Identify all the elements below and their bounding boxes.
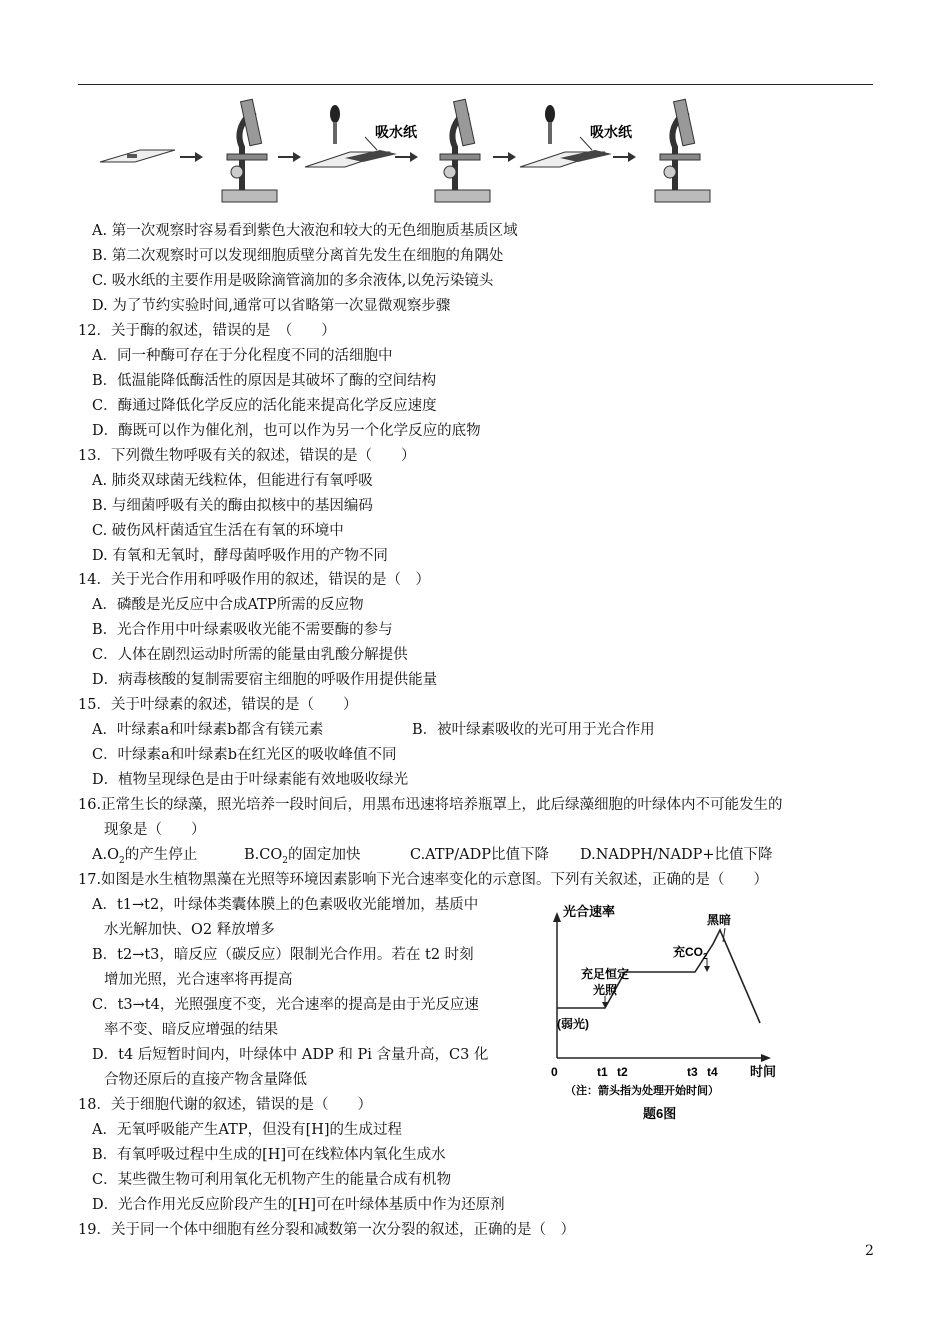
q11-option-d: D. 为了节约实验时间,通常可以省略第一次显微观察步骤 bbox=[92, 298, 451, 314]
absorbent-paper-label: 吸水纸 bbox=[590, 124, 632, 140]
slide-icon bbox=[100, 150, 175, 162]
microscope-icon bbox=[222, 99, 277, 202]
q15-option-b: B．被叶绿素吸收的光可用于光合作用 bbox=[412, 722, 655, 738]
q18-stem: 18．关于细胞代谢的叙述，错误的是（ ） bbox=[78, 1097, 372, 1113]
q19-stem: 19．关于同一个体中细胞有丝分裂和减数第一次分裂的叙述，正确的是（ ） bbox=[78, 1222, 575, 1238]
arrow-icon bbox=[278, 152, 301, 162]
q17-option-c-line2: 率不变、暗反应增强的结果 bbox=[104, 1022, 278, 1038]
microscope-icon bbox=[435, 99, 490, 202]
dark-label: 黑暗 bbox=[707, 913, 732, 927]
x-axis-arrow-icon bbox=[761, 1054, 771, 1062]
q16-option-b: $B.CO_2$的固定加快 bbox=[244, 847, 361, 866]
q12-option-d: D．酶既可以作为催化剂，也可以作为另一个化学反应的底物 bbox=[92, 423, 481, 439]
q17-option-b-line2: 增加光照，光合速率将再提高 bbox=[104, 972, 293, 988]
y-axis-arrow-icon bbox=[553, 912, 561, 922]
microscope-icon bbox=[655, 99, 710, 202]
q12-option-a: A．同一种酶可存在于分化程度不同的活细胞中 bbox=[92, 348, 393, 364]
q14-option-b: B．光合作用中叶绿素吸收光能不需要酶的参与 bbox=[92, 622, 393, 638]
q13-option-c: C. 破伤风杆菌适宜生活在有氧的环境中 bbox=[92, 523, 344, 539]
weak-light-label: (弱光) bbox=[557, 1017, 589, 1031]
tick-t3: t3 bbox=[687, 1065, 698, 1079]
q16-stem-line2: 现象是（ ） bbox=[104, 822, 206, 838]
x-axis-label: 时间 bbox=[750, 1064, 777, 1079]
q17-option-b-line1: B．t2→t3，暗反应（碳反应）限制光合作用。若在 t2 时刻 bbox=[92, 947, 474, 963]
photosynthesis-rate-graph bbox=[545, 898, 780, 1126]
q17-option-a-line2: 水光解加快、O2 释放增多 bbox=[104, 922, 275, 938]
q11-option-c: C. 吸水纸的主要作用是吸除滴管滴加的多余液体,以免污染镜头 bbox=[92, 273, 494, 289]
q11-option-b: B. 第二次观察时可以发现细胞质壁分离首先发生在细胞的角隅处 bbox=[92, 248, 504, 264]
q14-option-a: A．磷酸是光反应中合成ATP所需的反应物 bbox=[92, 597, 364, 613]
q16-option-c: C.ATP/ADP比值下降 bbox=[410, 847, 550, 863]
q15-option-d: D．植物呈现绿色是由于叶绿素能有效地吸收绿光 bbox=[92, 772, 409, 788]
q16-option-d: D.NADPH/NADP+比值下降 bbox=[580, 847, 773, 863]
q14-option-c: C．人体在剧烈运动时所需的能量由乳酸分解提供 bbox=[92, 647, 408, 663]
q15-stem: 15．关于叶绿素的叙述，错误的是（ ） bbox=[78, 697, 358, 713]
arrow-co2-icon bbox=[704, 966, 710, 972]
q16-stem-line1: 16.正常生长的绿藻，照光培养一段时间后，用黑布迅速将培养瓶罩上，此后绿藻细胞的叶绿体内不可能发生的 bbox=[78, 797, 783, 813]
constant-light-label-1: 充足恒定 bbox=[581, 967, 630, 981]
q15-option-c: C．叶绿素a和叶绿素b在红光区的吸收峰值不同 bbox=[92, 747, 397, 763]
constant-light-label-2: 光照 bbox=[593, 983, 618, 997]
q14-option-d: D．病毒核酸的复制需要宿主细胞的呼吸作用提供能量 bbox=[92, 672, 438, 688]
q13-option-d: D. 有氧和无氧时，酵母菌呼吸作用的产物不同 bbox=[92, 548, 388, 564]
q18-option-a: A．无氧呼吸能产生ATP，但没有[H]的生成过程 bbox=[92, 1122, 403, 1138]
q17-stem: 17.如图是水生植物黑藻在光照等环境因素影响下光合速率变化的示意图。下列有关叙述，正确的是（ ） bbox=[78, 872, 769, 888]
experiment-figure bbox=[95, 92, 795, 210]
q11-option-a: A. 第一次观察时容易看到紫色大液泡和较大的无色细胞质基质区域 bbox=[92, 223, 518, 239]
tick-t2: t2 bbox=[617, 1065, 628, 1079]
graph-note: （注：箭头指为处理开始时间） bbox=[565, 1085, 719, 1097]
q13-option-a: A. 肺炎双球菌无线粒体，但能进行有氧呼吸 bbox=[92, 473, 373, 489]
q12-stem: 12．关于酶的叙述，错误的是 （ ） bbox=[78, 323, 336, 339]
q12-option-c: C．酶通过降低化学反应的活化能来提高化学反应速度 bbox=[92, 398, 437, 414]
arrow-icon bbox=[180, 152, 203, 162]
q17-option-a-line1: A．t1→t2，叶绿体类囊体膜上的色素吸收光能增加，基质中 bbox=[92, 897, 479, 913]
q18-option-d: D．光合作用光反应阶段产生的[H]可在叶绿体基质中作为还原剂 bbox=[92, 1197, 505, 1213]
y-axis-label: 光合速率 bbox=[563, 904, 616, 919]
header-rule bbox=[78, 84, 873, 85]
q17-option-d-line2: 合物还原后的直接产物含量降低 bbox=[104, 1072, 307, 1088]
origin-label: 0 bbox=[551, 1065, 558, 1079]
q15-option-a: A．叶绿素a和叶绿素b都含有镁元素 bbox=[92, 722, 324, 738]
q17-option-d-line1: D．t4 后短暂时间内，叶绿体中 ADP 和 Pi 含量升高，C3 化 bbox=[92, 1047, 489, 1063]
q13-option-b: B. 与细菌呼吸有关的酶由拟核中的基因编码 bbox=[92, 498, 373, 514]
tick-t4: t4 bbox=[707, 1065, 718, 1079]
q18-option-c: C．某些微生物可利用氧化无机物产生的能量合成有机物 bbox=[92, 1172, 452, 1188]
q14-stem: 14．关于光合作用和呼吸作用的叙述，错误的是（ ） bbox=[78, 572, 430, 588]
q17-option-c-line1: C．t3→t4，光照强度不变，光合速率的提高是由于光反应速 bbox=[92, 997, 479, 1013]
arrow-icon bbox=[613, 152, 636, 162]
arrow-icon bbox=[395, 152, 418, 162]
page-number: 2 bbox=[865, 1243, 874, 1259]
graph-caption: 题6图 bbox=[643, 1106, 677, 1121]
absorbent-paper-label: 吸水纸 bbox=[375, 124, 417, 140]
tick-t1: t1 bbox=[597, 1065, 608, 1079]
q18-option-b: B．有氧呼吸过程中生成的[H]可在线粒体内氧化生成水 bbox=[92, 1147, 446, 1163]
q16-option-a: $A.O_2$的产生停止 bbox=[92, 847, 198, 866]
q12-option-b: B．低温能降低酶活性的原因是其破坏了酶的空间结构 bbox=[92, 373, 437, 389]
co2-label: 充$CO_2$ bbox=[673, 945, 708, 961]
arrow-icon bbox=[493, 152, 516, 162]
q13-stem: 13．下列微生物呼吸有关的叙述，错误的是（ ） bbox=[78, 448, 416, 464]
